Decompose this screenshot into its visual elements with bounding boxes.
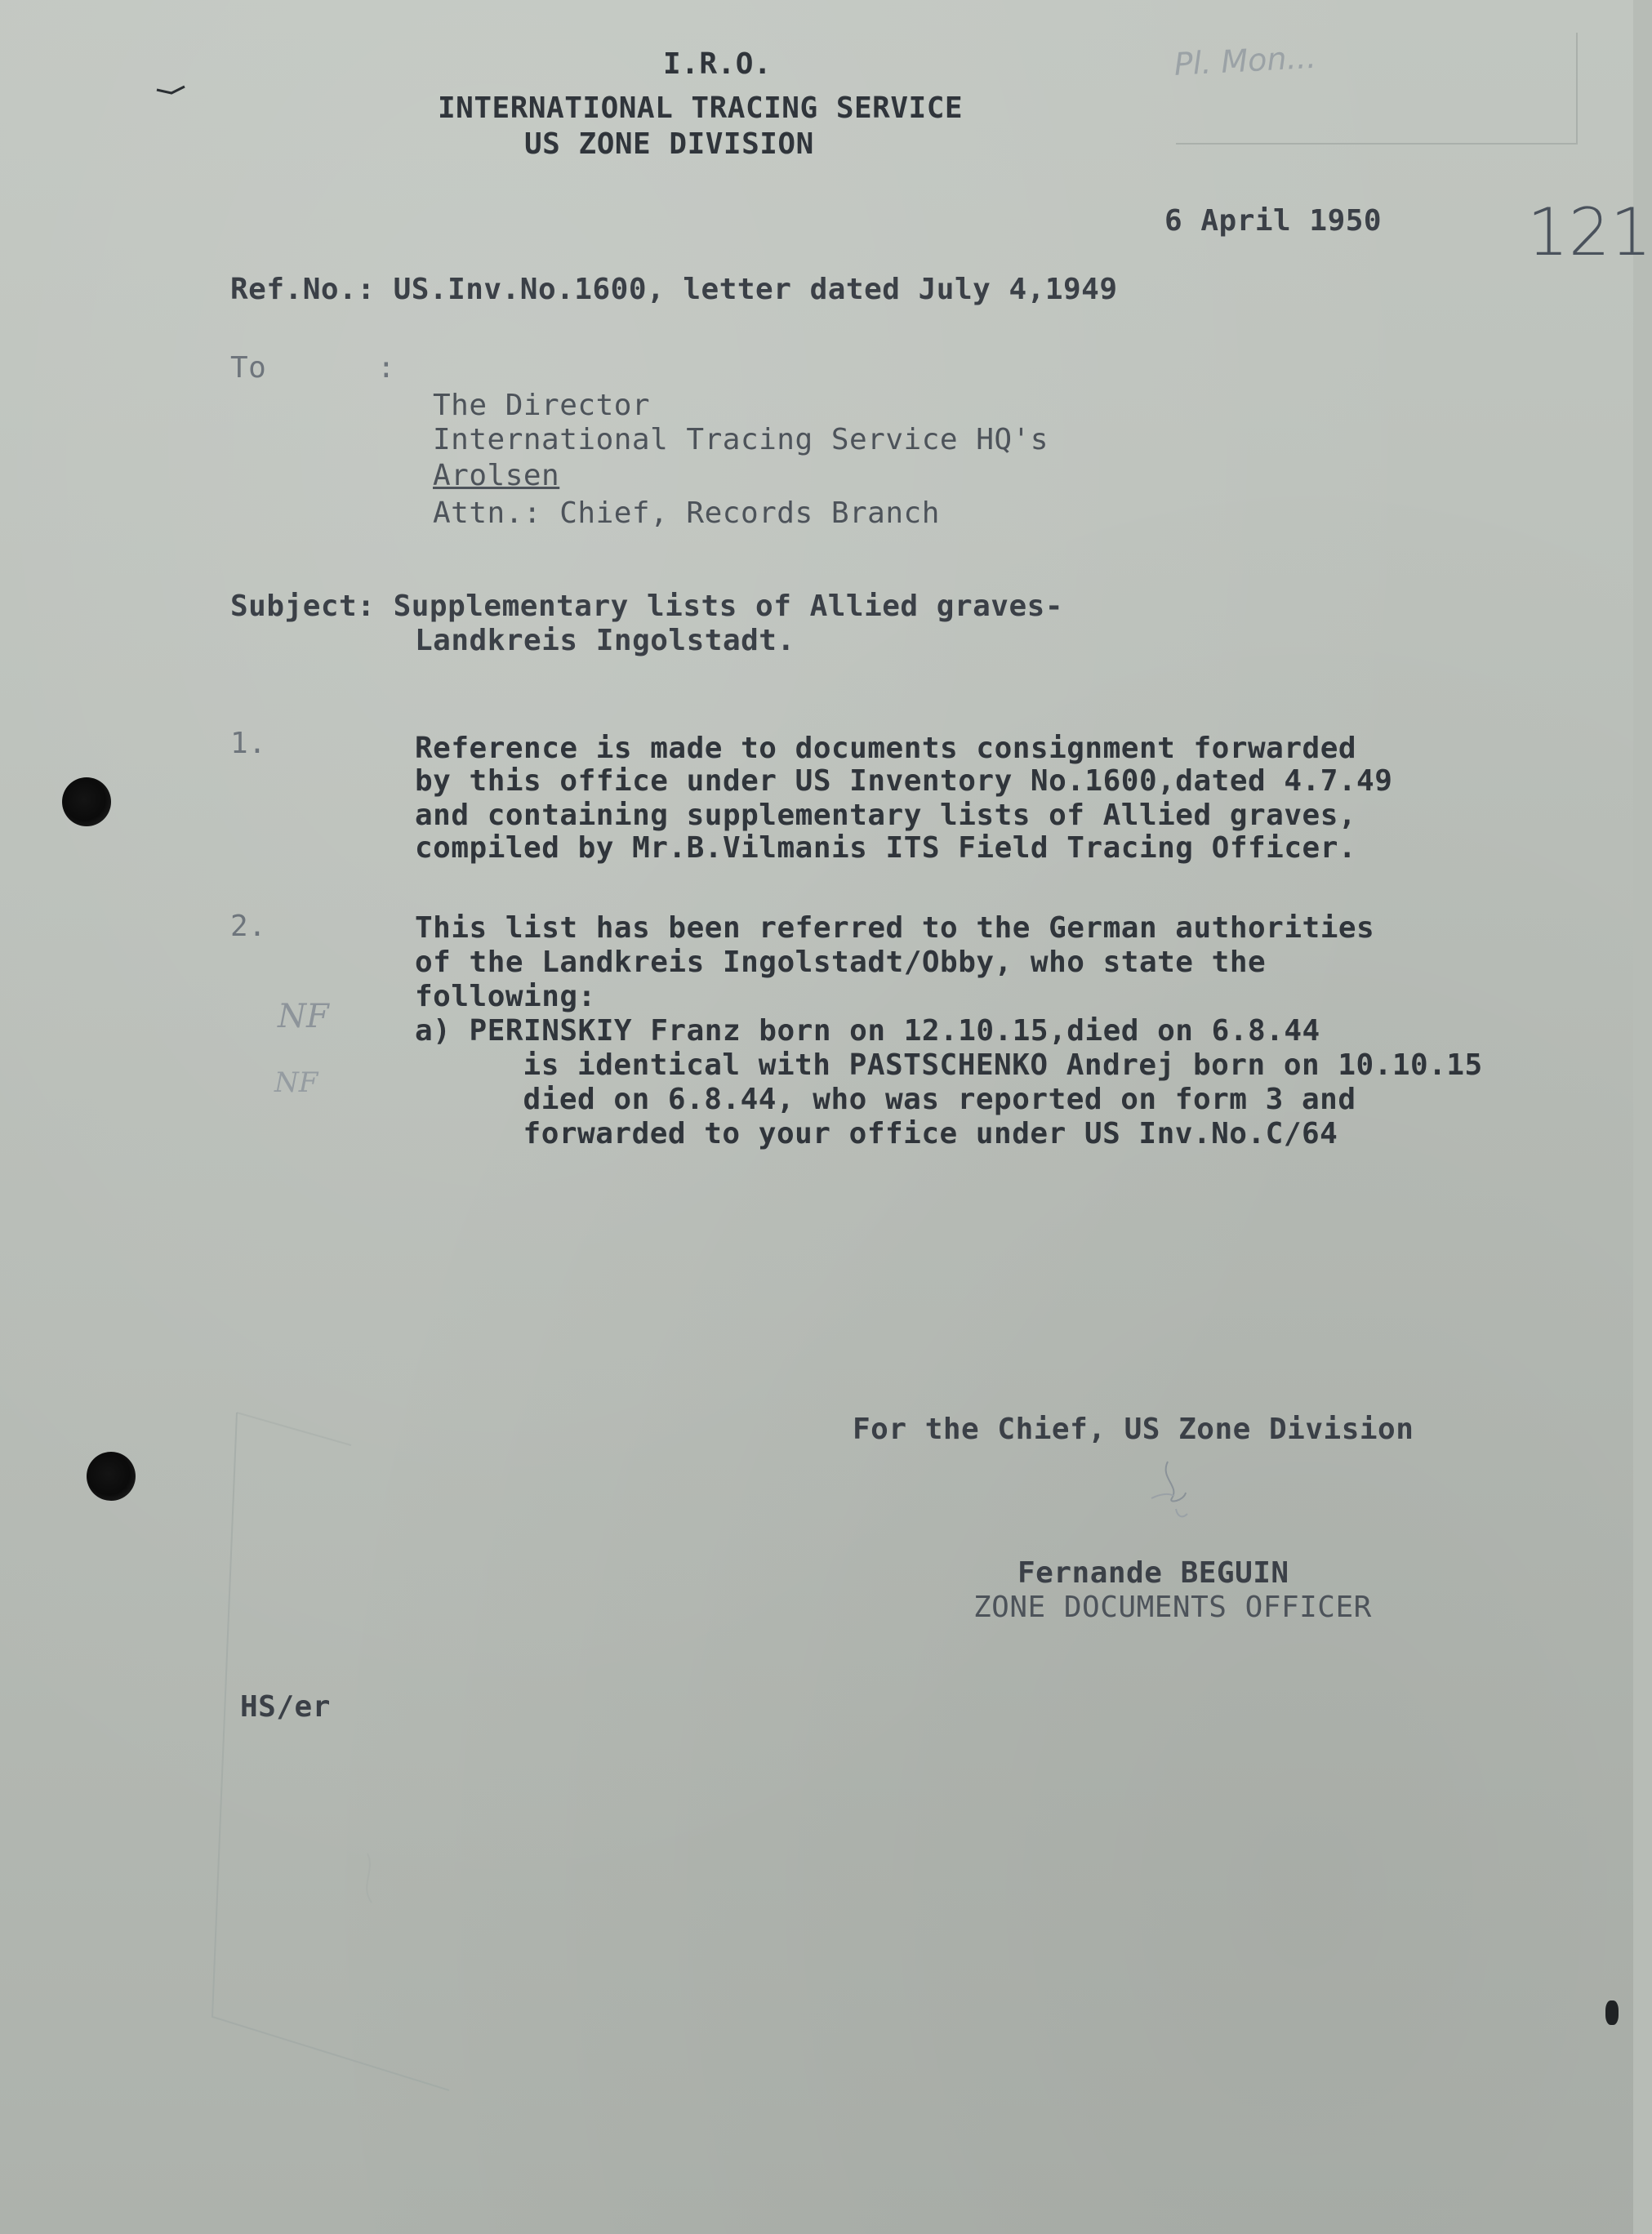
faint-pencil-marks-icon: [204, 1413, 629, 2090]
recipient-line-1: The Director: [433, 389, 651, 422]
punch-hole-top: [62, 777, 111, 826]
recipient-line-3: Arolsen: [433, 459, 560, 492]
header-service: INTERNATIONAL TRACING SERVICE: [438, 91, 964, 125]
recipient-line-4: Attn.: Chief, Records Branch: [433, 496, 940, 530]
signature-for-line: For the Chief, US Zone Division: [853, 1413, 1414, 1446]
pencil-note: Pl. Mon...: [1173, 38, 1317, 82]
paragraph-2-line-4: a) PERINSKIY Franz born on 12.10.15,died on 6.8.44: [415, 1014, 1320, 1048]
subject-line-1: Subject: Supplementary lists of Allied graves-: [230, 590, 1063, 623]
corner-mark-icon: [155, 82, 188, 106]
punch-hole-bottom: [87, 1452, 136, 1501]
to-colon: :: [377, 351, 396, 385]
paragraph-1-line-3: and containing supplementary lists of Allied graves,: [415, 799, 1357, 832]
header-org: I.R.O.: [663, 47, 773, 81]
paragraph-2-number: 2.: [230, 910, 267, 943]
letter-date: 6 April 1950: [1164, 204, 1383, 238]
reference-line: Ref.No.: US.Inv.No.1600, letter dated July 4,1949: [230, 273, 1118, 306]
paragraph-1-line-1: Reference is made to documents consignment forwarded: [415, 732, 1357, 765]
paragraph-2-line-3: following:: [415, 980, 596, 1013]
signatory-title: ZONE DOCUMENTS OFFICER: [973, 1591, 1372, 1624]
paragraph-2-line-5: is identical with PASTSCHENKO Andrej born on 10.10.15: [469, 1048, 1483, 1082]
recipient-line-2: International Tracing Service HQ's: [433, 423, 1049, 456]
paragraph-1-line-4: compiled by Mr.B.Vilmanis ITS Field Tracing Officer.: [415, 831, 1357, 865]
paragraph-2-line-2: of the Landkreis Ingolstadt/Obby, who state the: [415, 946, 1267, 979]
paragraph-2-line-6: died on 6.8.44, who was reported on form 3 and: [469, 1083, 1356, 1116]
paragraph-2-line-7: forwarded to your office under US Inv.No.C/64: [469, 1117, 1338, 1150]
paragraph-2-line-1: This list has been referred to the German authorities: [415, 911, 1375, 945]
handwritten-paraph-icon: [1135, 1453, 1225, 1527]
page-number: 121: [1527, 194, 1652, 270]
margin-note-1: NF: [278, 998, 329, 1035]
to-label: To: [230, 351, 267, 385]
header-division: US ZONE DIVISION: [524, 127, 814, 161]
paragraph-1-number: 1.: [230, 727, 267, 760]
edge-smudge: [1605, 2000, 1619, 2025]
paragraph-1-line-2: by this office under US Inventory No.1600,dated 4.7.49: [415, 764, 1393, 798]
subject-line-2: Landkreis Ingolstadt.: [415, 624, 795, 657]
signatory-name: Fernande BEGUIN: [1017, 1556, 1289, 1590]
typist-initials: HS/er: [240, 1690, 331, 1724]
margin-note-2: NF: [274, 1066, 318, 1099]
